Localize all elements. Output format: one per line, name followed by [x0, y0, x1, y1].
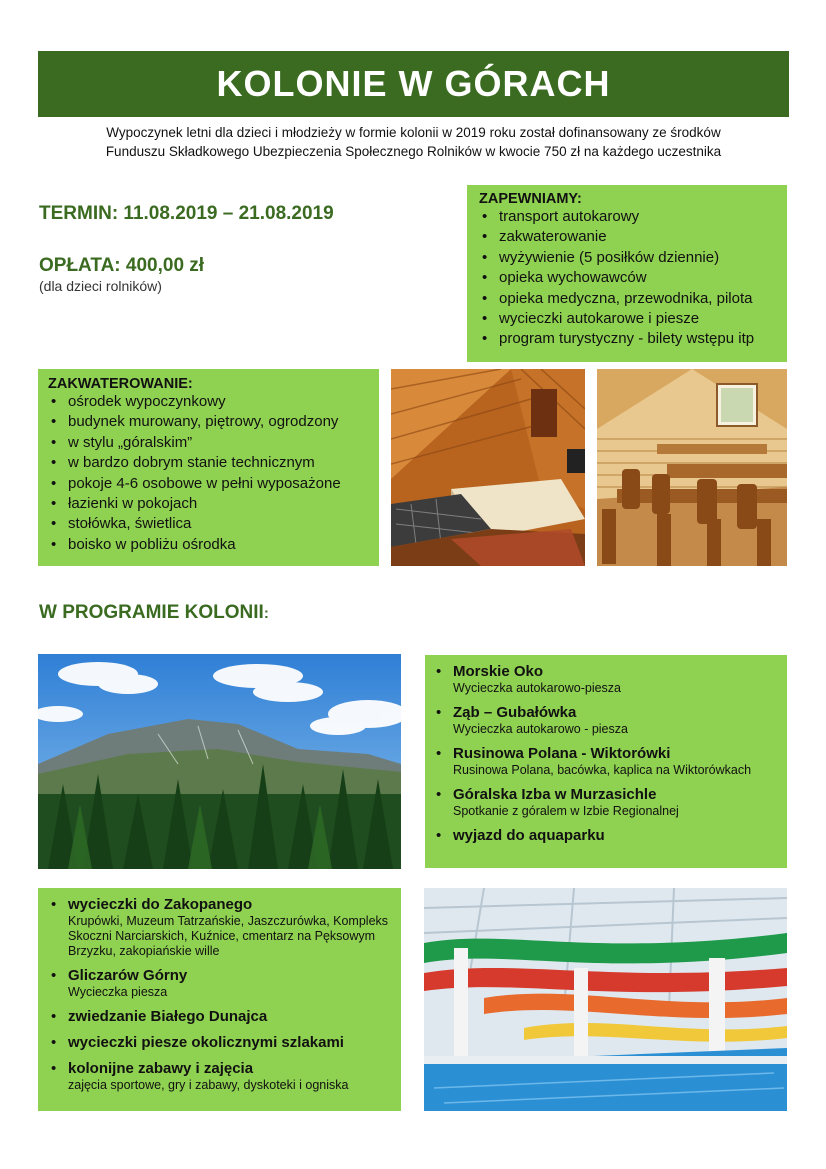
item-title: • Gliczarów Górny: [68, 967, 188, 984]
list-item: [433, 826, 781, 845]
subtitle: [38, 123, 789, 161]
list-item: • wyżywienie (5 posiłków dziennie): [479, 248, 777, 268]
mountain-photo: [38, 654, 401, 869]
subtitle-line-1: Wypoczynek letni dla dzieci i młodzieży w formie kolonii w 2019 roku został dofinansowany ze środków: [106, 125, 721, 140]
item-title: • zwiedzanie Białego Dunajca: [68, 1008, 268, 1025]
program-left-list: [48, 895, 393, 1093]
oplata-label: OPŁATA: 400,00 zł: [39, 255, 205, 276]
list-item: [433, 703, 781, 737]
item-desc: Wycieczka autokarowo-piesza: [453, 681, 622, 695]
list-item: • wycieczki autokarowe i piesze: [479, 309, 777, 329]
program-right-list: [433, 662, 781, 845]
list-item: • program turystyczny - bilety wstępu itp: [479, 329, 777, 349]
item-desc: Krupówki, Muzeum Tatrzańskie, Jaszczurówka, Kompleks Skoczni Narciarskich, Kuźnice, cmentarz na Pęksowym Brzyzku, zakopiańskie wille: [68, 914, 389, 958]
zapewniamy-heading: ZAPEWNIAMY:: [479, 191, 582, 207]
item-desc: Wycieczka piesza: [68, 985, 168, 999]
list-item: • budynek murowany, piętrowy, ogrodzony: [48, 412, 369, 432]
subtitle-line-2: Funduszu Składkowego Ubezpieczenia Społecznego Rolników w kwocie 750 zł na każdego uczestnika: [105, 144, 722, 159]
list-item: [48, 895, 393, 959]
list-item: [48, 1033, 393, 1052]
item-title: • wycieczki do Zakopanego: [68, 896, 253, 913]
item-title: • Ząb – Gubałówka: [453, 704, 577, 721]
list-item: [433, 662, 781, 696]
list-item: • łazienki w pokojach: [48, 494, 369, 514]
program-heading: [39, 602, 269, 624]
page-title: KOLONIE W GÓRACH: [216, 63, 611, 104]
program-heading-colon: :: [263, 605, 269, 622]
list-item: [48, 1059, 393, 1093]
list-item: [433, 744, 781, 778]
item-desc: Spotkanie z góralem w Izbie Regionalnej: [453, 804, 679, 818]
list-item: [433, 785, 781, 819]
list-item: • ośrodek wypoczynkowy: [48, 392, 369, 412]
item-desc: zajęcia sportowe, gry i zabawy, dyskoteki i ogniska: [68, 1078, 349, 1092]
list-item: [48, 966, 393, 1000]
item-title: • wycieczki piesze okolicznymi szlakami: [68, 1034, 344, 1051]
zapewniamy-list: [479, 207, 777, 350]
list-item: • transport autokarowy: [479, 207, 777, 227]
list-item: • stołówka, świetlica: [48, 514, 369, 534]
list-item: • opieka wychowawców: [479, 268, 777, 288]
zakwaterowanie-box: [38, 369, 379, 566]
item-title: • Morskie Oko: [453, 663, 544, 680]
item-title: • wyjazd do aquaparku: [453, 827, 605, 844]
list-item: • w bardzo dobrym stanie technicznym: [48, 453, 369, 473]
item-title: • kolonijne zabawy i zajęcia: [68, 1060, 254, 1077]
item-desc: Wycieczka autokarowo - piesza: [453, 722, 628, 736]
zakwaterowanie-list: [48, 392, 369, 555]
list-item: • opieka medyczna, przewodnika, pilota: [479, 289, 777, 309]
list-item: • pokoje 4-6 osobowe w pełni wyposażone: [48, 474, 369, 494]
aquapark-photo: [424, 888, 787, 1111]
oplata-note: (dla dzieci rolników): [39, 278, 162, 294]
list-item: • w stylu „góralskim”: [48, 433, 369, 453]
item-desc: Rusinowa Polana, bacówka, kaplica na Wiktorówkach: [453, 763, 752, 777]
bedroom-photo: [391, 369, 585, 566]
item-title: • Góralska Izba w Murzasichle: [453, 786, 657, 803]
program-heading-text: W PROGRAMIE KOLONII: [39, 602, 264, 623]
list-item: • boisko w pobliżu ośrodka: [48, 535, 369, 555]
list-item: • zakwaterowanie: [479, 227, 777, 247]
program-left-box: [38, 888, 401, 1111]
zakwaterowanie-heading: ZAKWATEROWANIE:: [48, 376, 193, 392]
dining-room-photo: [597, 369, 787, 566]
list-item: [48, 1007, 393, 1026]
item-title: • Rusinowa Polana - Wiktorówki: [453, 745, 671, 762]
title-banner: [38, 51, 789, 117]
termin: TERMIN: 11.08.2019 – 21.08.2019: [39, 203, 334, 224]
zapewniamy-box: [467, 185, 787, 362]
program-right-box: [425, 655, 787, 868]
